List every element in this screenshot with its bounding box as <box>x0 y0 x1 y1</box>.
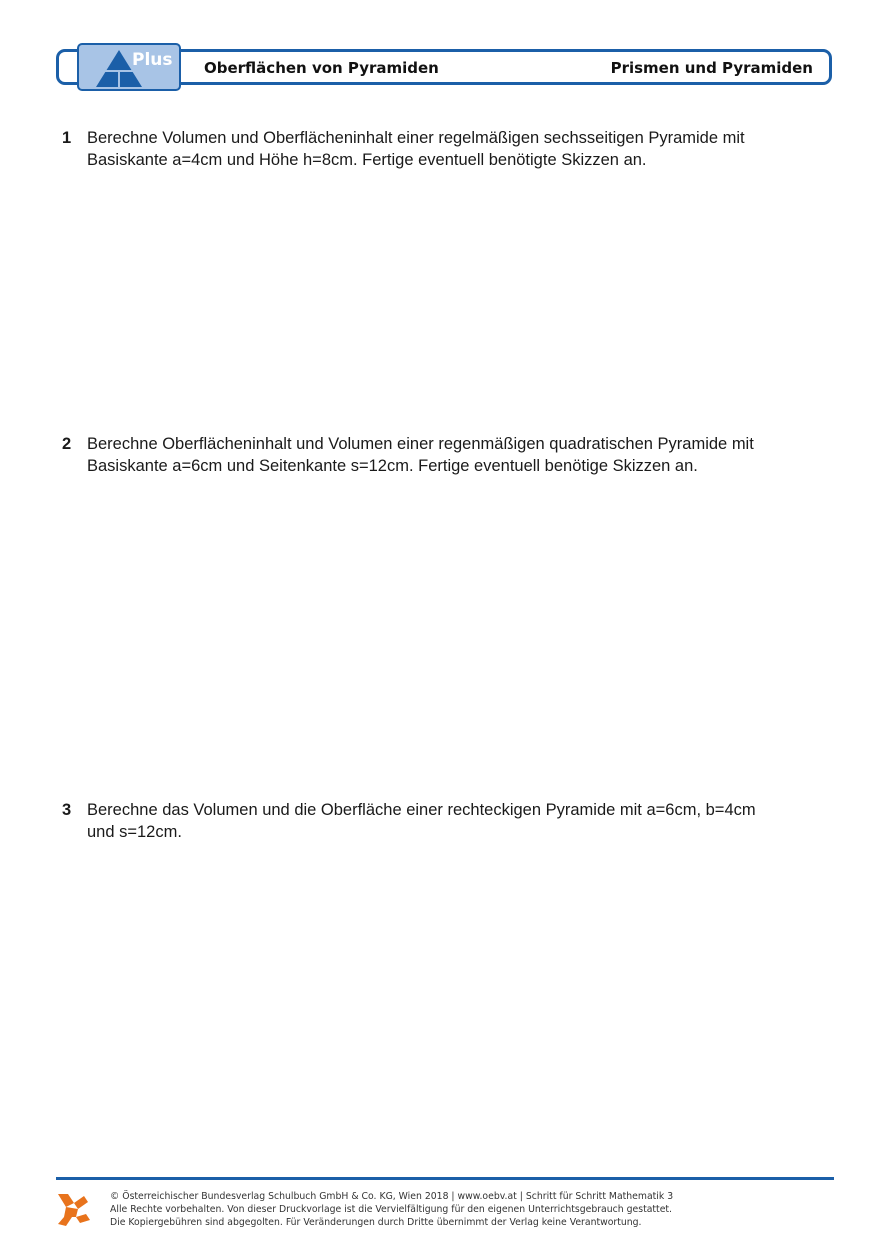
task-number: 3 <box>62 801 72 819</box>
task-text <box>87 799 822 843</box>
task-line: Berechne Volumen und Oberflächeninhalt einer regelmäßigen sechsseitigen Pyramide mit <box>87 129 745 147</box>
publisher-logo-icon <box>54 1190 92 1228</box>
page-title: Oberflächen von Pyramiden <box>204 59 439 77</box>
task-line: Berechne das Volumen und die Oberfläche einer rechteckigen Pyramide mit a=6cm, b=4cm <box>87 801 756 819</box>
task-text <box>87 127 822 171</box>
footer-copyright <box>110 1190 673 1229</box>
chapter-title: Prismen und Pyramiden <box>610 59 813 77</box>
task-number: 1 <box>62 129 72 147</box>
task-number: 2 <box>62 435 72 453</box>
task-text <box>87 433 822 477</box>
footer-divider <box>56 1177 834 1180</box>
footer-line: Alle Rechte vorbehalten. Von dieser Druckvorlage ist die Vervielfältigung für den eigenen Unterrichtsgebrauch gestattet. <box>110 1204 673 1215</box>
footer-line: © Österreichischer Bundesverlag Schulbuch GmbH & Co. KG, Wien 2018 | www.oebv.at | Schritt für Schritt Mathematik 3 <box>110 1191 674 1202</box>
plus-logo <box>77 43 181 91</box>
logo-text: Plus <box>132 50 173 70</box>
task-line: und s=12cm. <box>87 823 182 841</box>
task-line: Berechne Oberflächeninhalt und Volumen einer regenmäßigen quadratischen Pyramide mit <box>87 435 754 453</box>
task-line: Basiskante a=6cm und Seitenkante s=12cm. Fertige eventuell benötige Skizzen an. <box>87 457 698 475</box>
task-line: Basiskante a=4cm und Höhe h=8cm. Fertige eventuell benötigte Skizzen an. <box>87 151 647 169</box>
footer-line: Die Kopiergebühren sind abgegolten. Für Veränderungen durch Dritte übernimmt der Verlag keine Verantwortung. <box>110 1217 642 1228</box>
